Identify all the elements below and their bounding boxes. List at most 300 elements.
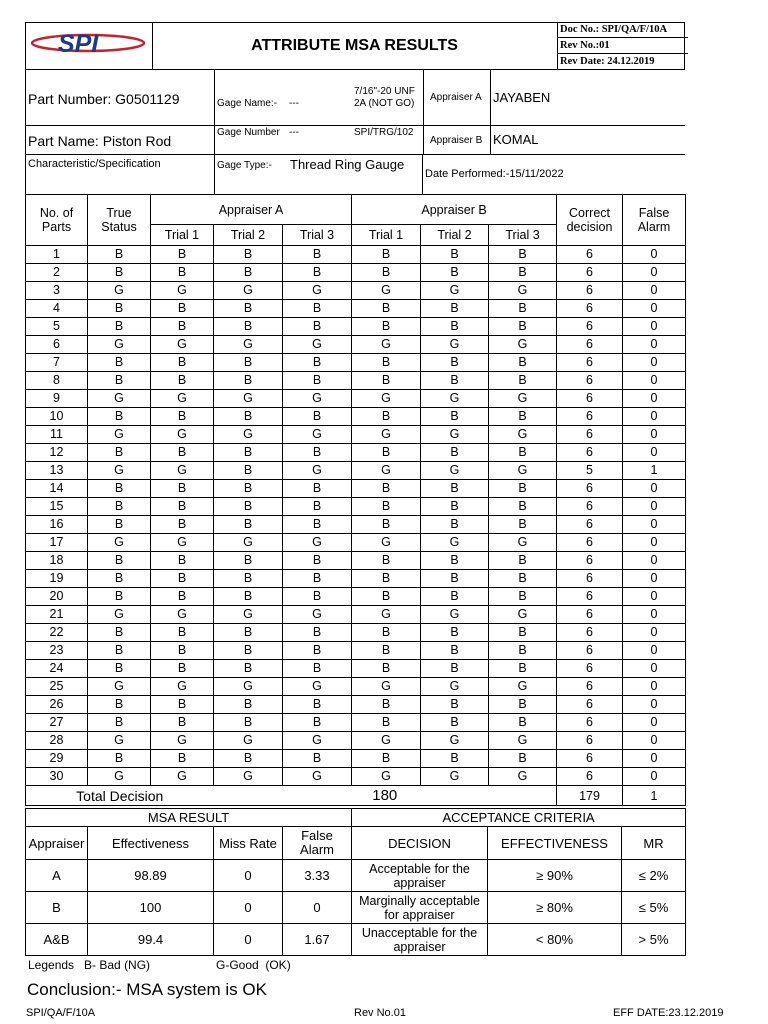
cell-correct-decision: 6 [557,696,623,714]
cell-a-trial2: G [214,606,283,624]
cell-b-trial2: G [421,732,489,750]
cell-b-trial3: B [489,588,557,606]
cell-correct-decision: 6 [557,318,623,336]
cell-correct-decision: 6 [557,336,623,354]
table-row [26,372,686,390]
cell-a-trial3: G [283,426,352,444]
col-false-alarm: False Alarm [623,195,686,246]
cell-a-trial3: B [283,444,352,462]
cell-a-trial1: B [151,408,214,426]
cell-false-alarm: 0 [623,444,686,462]
spi-logo [26,23,153,69]
cell-b-trial2: B [421,714,489,732]
cell-correct-decision: 6 [557,678,623,696]
cell-b-trial2: B [421,552,489,570]
cell-part-no: 8 [26,372,88,390]
date-performed: Date Performed:-15/11/2022 [425,168,564,180]
cell-b-trial1: B [352,642,421,660]
cell-b-trial1: B [352,408,421,426]
cell-part-no: 26 [26,696,88,714]
cell-b-trial3: B [489,444,557,462]
cell-a-trial3: B [283,246,352,264]
cell-b-trial3: B [489,300,557,318]
cell-a-trial3: B [283,624,352,642]
cell-a-trial1: G [151,768,214,786]
col-b-trial3: Trial 3 [489,225,557,246]
characteristic-label: Characteristic/Specification [28,158,161,170]
legend-bad: Legends B- Bad (NG) [28,958,151,972]
cell-b-trial3: B [489,714,557,732]
cell-a-trial3: B [283,516,352,534]
cell-part-no: 17 [26,534,88,552]
cell-b-trial2: B [421,696,489,714]
cell-true-status: G [88,768,151,786]
cell-correct-decision: 6 [557,516,623,534]
cell-part-no: 30 [26,768,88,786]
cell-part-no: 14 [26,480,88,498]
cell-part-no: 16 [26,516,88,534]
cell-b-trial3: G [489,606,557,624]
cell-correct-decision: 6 [557,768,623,786]
cell-part-no: 19 [26,570,88,588]
cell-a-trial1: B [151,750,214,768]
result-appraiser: B [26,892,88,924]
gage-number-value: --- [289,127,299,138]
appraiser-a-name: JAYABEN [493,90,551,105]
cell-correct-decision: 6 [557,642,623,660]
cell-b-trial2: G [421,534,489,552]
cell-b-trial2: G [421,606,489,624]
table-row [26,408,686,426]
table-row [26,768,686,786]
res-col-decision: DECISION [352,827,488,860]
cell-false-alarm: 1 [623,462,686,480]
cell-b-trial3: G [489,426,557,444]
cell-b-trial1: B [352,444,421,462]
cell-correct-decision: 6 [557,426,623,444]
cell-b-trial3: B [489,570,557,588]
table-row [26,426,686,444]
cell-part-no: 27 [26,714,88,732]
cell-part-no: 2 [26,264,88,282]
gage-number-label: Gage Number [217,127,280,138]
cell-b-trial1: B [352,624,421,642]
cell-b-trial1: G [352,426,421,444]
cell-b-trial2: B [421,642,489,660]
cell-b-trial3: B [489,480,557,498]
cell-a-trial2: G [214,390,283,408]
cell-a-trial2: B [214,372,283,390]
col-a-trial3: Trial 3 [283,225,352,246]
cell-correct-decision: 6 [557,588,623,606]
acceptance-criteria-label: ACCEPTANCE CRITERIA [352,809,686,827]
cell-a-trial2: B [214,318,283,336]
cell-b-trial1: B [352,570,421,588]
header-block [25,22,685,70]
cell-false-alarm: 0 [623,354,686,372]
cell-true-status: B [88,660,151,678]
cell-a-trial3: B [283,714,352,732]
cell-b-trial1: G [352,768,421,786]
cell-true-status: G [88,678,151,696]
cell-a-trial3: B [283,300,352,318]
cell-true-status: B [88,642,151,660]
cell-correct-decision: 6 [557,372,623,390]
table-row [26,354,686,372]
legend-good: G-Good (OK) [216,958,291,972]
result-effectiveness: 100 [88,892,214,924]
cell-part-no: 25 [26,678,88,696]
cell-false-alarm: 0 [623,408,686,426]
res-col-miss-rate: Miss Rate [214,827,283,860]
cell-true-status: B [88,498,151,516]
cell-a-trial3: B [283,408,352,426]
table-row [26,552,686,570]
cell-b-trial3: B [489,696,557,714]
cell-part-no: 6 [26,336,88,354]
table-row [26,480,686,498]
cell-false-alarm: 0 [623,732,686,750]
col-b-trial1: Trial 1 [352,225,421,246]
cell-true-status: B [88,480,151,498]
cell-b-trial1: B [352,264,421,282]
cell-b-trial1: B [352,660,421,678]
cell-a-trial2: G [214,534,283,552]
cell-b-trial3: B [489,750,557,768]
cell-b-trial2: B [421,660,489,678]
cell-a-trial2: G [214,732,283,750]
cell-correct-decision: 6 [557,534,623,552]
msa-results-table [25,808,686,956]
cell-b-trial3: B [489,372,557,390]
cell-false-alarm: 0 [623,498,686,516]
col-a-trial2: Trial 2 [214,225,283,246]
cell-a-trial1: B [151,660,214,678]
cell-a-trial1: B [151,498,214,516]
cell-b-trial2: B [421,408,489,426]
col-a-trial1: Trial 1 [151,225,214,246]
cell-part-no: 5 [26,318,88,336]
cell-b-trial2: G [421,678,489,696]
table-row [26,624,686,642]
cell-false-alarm: 0 [623,480,686,498]
result-decision: Acceptable for the appraiser [352,860,488,892]
cell-false-alarm: 0 [623,642,686,660]
table-row [26,300,686,318]
cell-b-trial1: B [352,372,421,390]
cell-correct-decision: 6 [557,660,623,678]
cell-true-status: B [88,372,151,390]
cell-false-alarm: 0 [623,678,686,696]
cell-a-trial1: B [151,714,214,732]
cell-a-trial2: B [214,570,283,588]
cell-a-trial1: G [151,426,214,444]
cell-b-trial3: G [489,732,557,750]
cell-a-trial3: G [283,534,352,552]
cell-false-alarm: 0 [623,750,686,768]
cell-a-trial2: B [214,624,283,642]
cell-a-trial3: G [283,336,352,354]
cell-a-trial1: G [151,282,214,300]
table-row [26,696,686,714]
cell-a-trial2: B [214,552,283,570]
cell-b-trial2: B [421,444,489,462]
cell-true-status: G [88,732,151,750]
result-appraiser: A&B [26,924,88,956]
cell-false-alarm: 0 [623,426,686,444]
cell-b-trial1: B [352,588,421,606]
cell-false-alarm: 0 [623,516,686,534]
cell-b-trial1: G [352,678,421,696]
cell-a-trial3: B [283,264,352,282]
cell-b-trial2: B [421,480,489,498]
table-row [26,498,686,516]
cell-correct-decision: 6 [557,570,623,588]
cell-true-status: G [88,336,151,354]
gage-number-code: SPI/TRG/102 [354,127,414,138]
cell-a-trial1: B [151,246,214,264]
cell-true-status: G [88,426,151,444]
cell-b-trial3: G [489,678,557,696]
table-row [26,534,686,552]
cell-part-no: 20 [26,588,88,606]
cell-a-trial1: G [151,390,214,408]
cell-b-trial2: B [421,570,489,588]
table-row [26,660,686,678]
result-appraiser: A [26,860,88,892]
cell-part-no: 22 [26,624,88,642]
cell-a-trial2: B [214,498,283,516]
cell-a-trial2: G [214,282,283,300]
result-false-alarm: 0 [283,892,352,924]
cell-a-trial2: B [214,516,283,534]
gage-name-label: Gage Name:- [217,98,278,109]
cell-b-trial3: G [489,534,557,552]
cell-b-trial1: B [352,714,421,732]
cell-a-trial3: B [283,498,352,516]
cell-b-trial2: B [421,588,489,606]
result-effectiveness: 98.89 [88,860,214,892]
cell-true-status: G [88,606,151,624]
total-correct: 179 [557,786,623,806]
gage-spec-line2: 2A (NOT GO) [354,98,415,109]
cell-a-trial3: B [283,552,352,570]
cell-part-no: 13 [26,462,88,480]
cell-false-alarm: 0 [623,696,686,714]
cell-true-status: B [88,318,151,336]
cell-true-status: B [88,264,151,282]
cell-part-no: 11 [26,426,88,444]
cell-false-alarm: 0 [623,372,686,390]
result-effectiveness: 99.4 [88,924,214,956]
cell-a-trial2: B [214,660,283,678]
cell-a-trial3: B [283,372,352,390]
cell-b-trial1: G [352,462,421,480]
cell-true-status: B [88,624,151,642]
doc-info-box [557,22,688,70]
res-col-effectiveness: Effectiveness [88,827,214,860]
cell-a-trial3: B [283,480,352,498]
cell-b-trial3: B [489,408,557,426]
table-row [26,282,686,300]
cell-a-trial2: G [214,426,283,444]
result-mr: ≤ 5% [622,892,686,924]
cell-correct-decision: 6 [557,246,623,264]
result-false-alarm: 3.33 [283,860,352,892]
result-miss-rate: 0 [214,924,283,956]
cell-a-trial1: B [151,516,214,534]
cell-correct-decision: 6 [557,390,623,408]
cell-part-no: 7 [26,354,88,372]
cell-part-no: 21 [26,606,88,624]
cell-a-trial1: B [151,318,214,336]
col-appraiser-a: Appraiser A [151,195,352,225]
cell-a-trial3: B [283,570,352,588]
cell-correct-decision: 6 [557,624,623,642]
cell-a-trial3: B [283,750,352,768]
cell-a-trial1: B [151,588,214,606]
cell-a-trial1: B [151,624,214,642]
cell-b-trial2: B [421,264,489,282]
cell-b-trial2: B [421,354,489,372]
cell-a-trial3: G [283,462,352,480]
logo-text: SPI [58,30,99,58]
appraiser-b-name: KOMAL [493,132,539,147]
result-decision: Unacceptable for the appraiser [352,924,488,956]
cell-b-trial1: B [352,318,421,336]
cell-a-trial2: G [214,768,283,786]
cell-part-no: 3 [26,282,88,300]
cell-a-trial1: G [151,336,214,354]
cell-a-trial2: B [214,264,283,282]
cell-part-no: 28 [26,732,88,750]
cell-false-alarm: 0 [623,768,686,786]
cell-part-no: 18 [26,552,88,570]
cell-true-status: G [88,462,151,480]
cell-a-trial1: B [151,480,214,498]
cell-false-alarm: 0 [623,660,686,678]
col-appraiser-b: Appraiser B [352,195,557,225]
table-row [26,732,686,750]
res-col-mr: MR [622,827,686,860]
cell-a-trial2: B [214,696,283,714]
footer-right: EFF DATE:23.12.2019 [613,1007,724,1019]
result-eff-crit: < 80% [488,924,622,956]
table-row [26,264,686,282]
cell-true-status: B [88,444,151,462]
cell-b-trial2: B [421,498,489,516]
cell-correct-decision: 6 [557,606,623,624]
cell-a-trial2: B [214,300,283,318]
cell-correct-decision: 6 [557,354,623,372]
cell-a-trial1: G [151,462,214,480]
res-col-effectiveness-crit: EFFECTIVENESS [488,827,622,860]
cell-false-alarm: 0 [623,588,686,606]
table-row [26,462,686,480]
cell-part-no: 15 [26,498,88,516]
result-row [26,892,686,924]
cell-true-status: B [88,354,151,372]
cell-b-trial2: G [421,390,489,408]
cell-b-trial2: B [421,246,489,264]
cell-b-trial2: G [421,768,489,786]
cell-b-trial3: B [489,552,557,570]
result-decision: Marginally acceptable for appraiser [352,892,488,924]
cell-a-trial1: B [151,570,214,588]
cell-a-trial2: B [214,588,283,606]
cell-a-trial1: B [151,264,214,282]
cell-a-trial2: B [214,408,283,426]
cell-b-trial3: G [489,282,557,300]
cell-part-no: 9 [26,390,88,408]
cell-a-trial1: G [151,732,214,750]
total-label: Total Decision [26,786,214,806]
cell-b-trial2: B [421,516,489,534]
cell-b-trial1: B [352,246,421,264]
result-mr: > 5% [622,924,686,956]
cell-b-trial1: B [352,552,421,570]
cell-a-trial2: G [214,336,283,354]
gage-type-value: Thread Ring Gauge [290,157,405,172]
col-b-trial2: Trial 2 [421,225,489,246]
cell-b-trial1: G [352,336,421,354]
cell-b-trial2: B [421,372,489,390]
gage-type-label: Gage Type:- [217,160,272,171]
cell-a-trial3: B [283,354,352,372]
cell-b-trial1: G [352,732,421,750]
cell-false-alarm: 0 [623,264,686,282]
result-miss-rate: 0 [214,892,283,924]
cell-b-trial1: G [352,534,421,552]
cell-a-trial1: B [151,696,214,714]
cell-true-status: B [88,588,151,606]
cell-a-trial2: B [214,714,283,732]
result-row [26,860,686,892]
res-col-appraiser: Appraiser [26,827,88,860]
cell-b-trial1: B [352,750,421,768]
total-value: 180 [214,786,557,806]
cell-true-status: B [88,696,151,714]
cell-b-trial2: B [421,318,489,336]
cell-correct-decision: 6 [557,282,623,300]
cell-part-no: 24 [26,660,88,678]
cell-b-trial3: G [489,462,557,480]
cell-a-trial3: B [283,588,352,606]
cell-a-trial3: B [283,660,352,678]
gage-spec-line1: 7/16"-20 UNF [354,86,415,97]
cell-a-trial1: G [151,678,214,696]
cell-a-trial3: G [283,732,352,750]
part-name: Part Name: Piston Rod [28,133,172,149]
footer-left: SPI/QA/F/10A [26,1007,96,1019]
res-col-false-alarm: False Alarm [283,827,352,860]
table-row [26,390,686,408]
col-no-parts: No. of Parts [26,195,88,246]
cell-b-trial2: B [421,750,489,768]
cell-true-status: B [88,246,151,264]
cell-a-trial1: B [151,300,214,318]
cell-a-trial1: B [151,444,214,462]
cell-b-trial2: G [421,282,489,300]
cell-a-trial3: B [283,318,352,336]
cell-b-trial2: B [421,300,489,318]
cell-correct-decision: 6 [557,264,623,282]
table-row [26,516,686,534]
cell-true-status: B [88,300,151,318]
cell-correct-decision: 6 [557,714,623,732]
result-false-alarm: 1.67 [283,924,352,956]
cell-b-trial3: B [489,642,557,660]
